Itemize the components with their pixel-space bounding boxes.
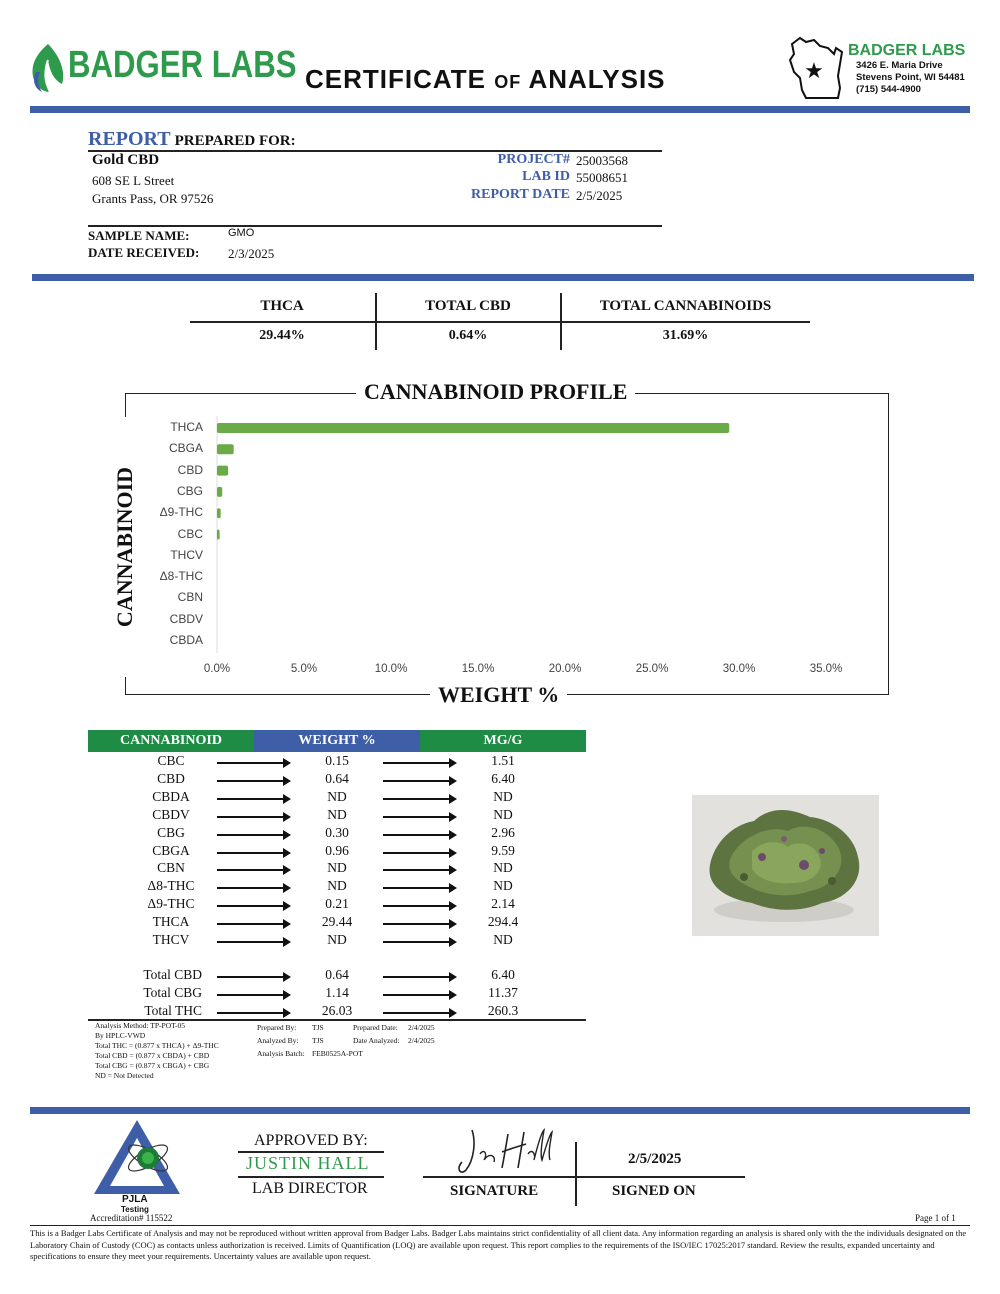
table-cell-weight: 0.30 <box>325 824 349 840</box>
client-name: Gold CBD <box>92 152 160 168</box>
date-analyzed-label: Date Analyzed: <box>353 1036 400 1045</box>
arrow-icon <box>217 762 289 764</box>
chart-category-label: CBD <box>177 462 203 477</box>
approver-title: LAB DIRECTOR <box>252 1180 368 1197</box>
sample-name-value: GMO <box>228 227 255 239</box>
chart-tick-label: 15.0% <box>461 663 495 675</box>
arrow-icon <box>217 941 289 943</box>
chart-tick-label: 25.0% <box>635 663 669 675</box>
signature-label: SIGNATURE <box>450 1183 539 1199</box>
table-cell-weight: 0.21 <box>325 896 349 912</box>
table-cell-weight: 1.14 <box>325 984 349 1000</box>
table-header-cannabinoid: CANNABINOID <box>88 730 254 752</box>
table-cell-weight: ND <box>327 860 347 876</box>
arrow-icon <box>217 816 289 818</box>
method-note-line: Analysis Method: TP-POT-05 <box>95 1021 186 1030</box>
analysis-method-notes <box>95 1021 219 1081</box>
lab-address-line1: 3426 E. Maria Drive <box>856 60 943 71</box>
table-cell-cannabinoid: Total CBD <box>143 967 202 982</box>
table-cell-weight: 0.15 <box>325 753 349 768</box>
approved-by-label: APPROVED BY: <box>254 1132 368 1149</box>
prepared-date-label: Prepared Date: <box>353 1023 398 1032</box>
chart-category-label: CBDV <box>169 611 203 626</box>
summary-header-total-cbd: TOTAL CBD <box>425 298 511 314</box>
chart-category-label: CBC <box>177 526 203 541</box>
prepared-date-value: 2/4/2025 <box>408 1023 435 1032</box>
table-cell-mgg: 6.40 <box>491 770 515 786</box>
table-cell-cannabinoid: CBDV <box>152 806 190 822</box>
table-cell-weight: 26.03 <box>321 1002 353 1018</box>
table-cell-mgg: 294.4 <box>487 914 519 930</box>
signature-rule <box>423 1176 745 1178</box>
signed-on-label: SIGNED ON <box>612 1183 696 1199</box>
prepared-by-value: TJS <box>312 1023 324 1032</box>
table-cell-cannabinoid: CBD <box>157 770 185 786</box>
client-address1: 608 SE L Street <box>92 173 175 188</box>
pjla-accreditation-logo-icon <box>92 1118 182 1196</box>
arrow-icon <box>217 905 289 907</box>
logo-text: BADGER LABS <box>68 44 297 86</box>
chart-category-label: CBDA <box>169 633 203 647</box>
analyzed-by-value: TJS <box>312 1036 324 1045</box>
table-cell-cannabinoid: CBN <box>157 860 185 876</box>
signature-divider <box>575 1142 577 1206</box>
summary-header-total-cannabinoids: TOTAL CANNABINOIDS <box>599 298 772 314</box>
project-value: 25003568 <box>576 153 628 168</box>
arrow-icon <box>217 887 289 889</box>
summary-value-thca: 29.44% <box>259 328 305 343</box>
signed-date: 2/5/2025 <box>628 1151 682 1167</box>
footer-divider <box>30 1107 970 1114</box>
chart-category-label: THCV <box>170 547 203 562</box>
arrow-icon <box>217 1012 289 1014</box>
table-cell-mgg: 2.96 <box>491 824 515 840</box>
table-cell-cannabinoid: CBGA <box>152 842 190 858</box>
arrow-icon <box>383 1012 455 1014</box>
pjla-text: PJLA <box>122 1194 148 1205</box>
arrow-icon <box>383 923 455 925</box>
chart-tick-label: 5.0% <box>290 663 318 675</box>
date-received-label: DATE RECEIVED: <box>88 245 200 260</box>
chart-tick-label: 35.0% <box>809 663 843 675</box>
arrow-icon <box>217 994 289 996</box>
chart-category-label: Δ8-THC <box>159 569 203 584</box>
arrow-icon <box>217 976 289 978</box>
chart-tick-label: 30.0% <box>722 663 756 675</box>
table-cell-weight: ND <box>327 878 347 894</box>
date-received-value: 2/3/2025 <box>228 246 275 261</box>
chart-tick-label: 10.0% <box>374 663 408 675</box>
analysis-batch-value: FEB0525A-POT <box>312 1049 363 1058</box>
lab-name: BADGER LABS <box>848 42 966 59</box>
disclaimer-rule <box>30 1225 970 1226</box>
analyzed-by-label: Analyzed By: <box>257 1036 299 1045</box>
prepared-by-label: Prepared By: <box>257 1023 297 1032</box>
summary-header-thca: THCA <box>260 298 304 314</box>
summary-value-total-cbd: 0.64% <box>448 328 488 343</box>
table-cell-cannabinoid: Δ9-THC <box>147 896 195 912</box>
chart-category-label: Δ9-THC <box>159 505 203 520</box>
table-cell-mgg: ND <box>493 860 513 876</box>
method-note-line: By HPLC-VWD <box>95 1031 146 1040</box>
chart-category-label: THCA <box>170 420 203 434</box>
arrow-icon <box>383 762 455 764</box>
page-number: Page 1 of 1 <box>915 1213 956 1223</box>
table-cell-cannabinoid: CBDA <box>152 788 190 804</box>
table-cell-cannabinoid: Total THC <box>144 1002 202 1018</box>
arrow-icon <box>383 941 455 943</box>
method-note-line: Total THC = (0.877 x THCA) + Δ9-THC <box>95 1041 219 1050</box>
arrow-icon <box>383 852 455 854</box>
table-cell-cannabinoid: CBC <box>157 753 185 768</box>
table-cell-weight: ND <box>327 788 347 804</box>
chart-category-label: CBGA <box>168 441 203 456</box>
arrow-icon <box>217 869 289 871</box>
table-cell-cannabinoid: CBG <box>157 824 185 840</box>
lab-id-label: LAB ID <box>522 169 570 184</box>
table-cell-mgg: 6.40 <box>491 967 515 982</box>
arrow-icon <box>383 976 455 978</box>
table-cell-weight: 29.44 <box>321 914 353 930</box>
arrow-icon <box>383 834 455 836</box>
table-cell-mgg: ND <box>493 806 513 822</box>
pjla-sub: Testing <box>121 1205 149 1214</box>
svg-text:★: ★ <box>804 59 824 84</box>
accreditation-number: Accreditation# 115522 <box>90 1213 173 1223</box>
approved-rule-bottom <box>238 1176 384 1178</box>
chart-category-label: CBG <box>176 483 203 498</box>
lab-id-value: 55008651 <box>576 170 628 185</box>
lab-phone: (715) 544-4900 <box>856 84 921 95</box>
analysis-batch-label: Analysis Batch: <box>257 1049 305 1058</box>
table-cell-mgg: 1.51 <box>491 753 515 768</box>
report-date-label: REPORT DATE <box>471 187 570 202</box>
table-cell-mgg: ND <box>493 788 513 804</box>
chart-title: CANNABINOID PROFILE <box>356 379 635 405</box>
chart-ylabel: CANNABINOID <box>112 417 138 677</box>
client-address2: Grants Pass, OR 97526 <box>92 191 214 206</box>
table-cell-cannabinoid: Total CBG <box>143 984 202 1000</box>
report-prepared-for-heading: REPORT PREPARED FOR: <box>88 128 296 150</box>
arrow-icon <box>383 994 455 996</box>
table-cell-weight: ND <box>327 932 347 947</box>
chart-tick-label: 0.0% <box>203 663 231 675</box>
arrow-icon <box>383 869 455 871</box>
arrow-icon <box>217 798 289 800</box>
disclaimer-text: This is a Badger Labs Certificate of Analysis and may not be reproduced without written approval from Badger Labs. Badger Labs maintains strict confidentiality of all client data. Any information regarding an analysis is shared only with the the individuals designated on the Laboratory Chain of Custody (COC) as contacts unless authorization is received. Limits of Quantification (LOQ) are available upon request. This report complies to the requirements of the ISO/IEC 17025:2017 standard. Review the results, expanded uncertainty and specifications to ensure they meet your requirements. Uncertainty values are available upon request. <box>30 1228 967 1261</box>
lab-address-line2: Stevens Point, WI 54481 <box>856 72 965 83</box>
table-header-weight: WEIGHT % <box>254 730 420 752</box>
arrow-icon <box>383 780 455 782</box>
table-cell-mgg: 260.3 <box>487 1002 519 1018</box>
chart-xlabel: WEIGHT % <box>430 682 567 708</box>
chart-tick-label: 20.0% <box>548 663 582 675</box>
table-cell-weight: 0.64 <box>325 770 349 786</box>
arrow-icon <box>217 834 289 836</box>
table-cell-cannabinoid: Δ8-THC <box>147 878 195 894</box>
arrow-icon <box>383 905 455 907</box>
date-analyzed-value: 2/4/2025 <box>408 1036 435 1045</box>
table-cell-weight: 0.96 <box>325 842 349 858</box>
arrow-icon <box>217 923 289 925</box>
table-cell-weight: ND <box>327 806 347 822</box>
sample-name-label: SAMPLE NAME: <box>88 228 190 243</box>
arrow-icon <box>217 852 289 854</box>
arrow-icon <box>383 798 455 800</box>
arrow-icon <box>383 816 455 818</box>
table-cell-mgg: ND <box>493 932 513 947</box>
table-cell-mgg: 11.37 <box>488 984 518 1000</box>
arrow-icon <box>217 780 289 782</box>
report-date-value: 2/5/2025 <box>576 188 623 203</box>
table-cell-cannabinoid: THCA <box>152 914 190 930</box>
chart-category-label: CBN <box>177 590 203 605</box>
method-note-line: Total CBG = (0.877 x CBGA) + CBG <box>95 1061 210 1070</box>
table-header-mgg: MG/G <box>420 730 586 752</box>
arrow-icon <box>383 887 455 889</box>
signature-image-icon <box>450 1124 560 1180</box>
table-cell-mgg: 9.59 <box>491 842 515 858</box>
method-note-line: Total CBD = (0.877 x CBDA) + CBD <box>95 1051 210 1060</box>
approver-name: JUSTIN HALL <box>246 1153 370 1173</box>
method-note-line: ND = Not Detected <box>95 1071 154 1080</box>
table-cell-mgg: ND <box>493 878 513 894</box>
project-label: PROJECT# <box>497 152 570 167</box>
table-cell-cannabinoid: THCV <box>152 932 190 947</box>
table-cell-mgg: 2.14 <box>491 896 515 912</box>
page-title: CERTIFICATE OF ANALYSIS <box>305 64 666 94</box>
cannabis-bud-photo <box>692 795 879 936</box>
summary-value-total-cannabinoids: 31.69% <box>662 328 709 343</box>
table-cell-weight: 0.64 <box>325 967 349 982</box>
